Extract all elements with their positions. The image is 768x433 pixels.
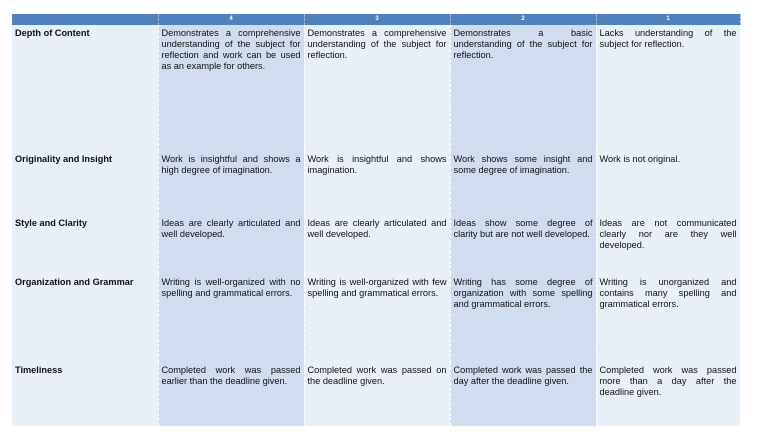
score-3-cell: Work is insightful and shows imagination. — [304, 151, 450, 215]
criterion-cell: Originality and Insight — [12, 151, 158, 215]
table-row — [12, 25, 740, 151]
score-3-cell: Ideas are clearly articulated and well developed. — [304, 215, 450, 274]
score-2-cell: Work shows some insight and some degree of imagination. — [450, 151, 596, 215]
header-row — [12, 14, 740, 25]
score-1-cell: Work is not original. — [596, 151, 740, 215]
score-3-cell: Demonstrates a comprehensive understanding of the subject for reflection. — [304, 25, 450, 151]
table-row — [12, 362, 740, 426]
table-row — [12, 274, 740, 362]
score-4-cell: Demonstrates a comprehensive understanding of the subject for reflection and work can be used as an example for others. — [158, 25, 304, 151]
score-3-cell: Writing is well-organized with few spelling and grammatical errors. — [304, 274, 450, 362]
score-4-cell: Writing is well-organized with no spelling and grammatical errors. — [158, 274, 304, 362]
score-1-cell: Ideas are not communicated clearly nor are they well developed. — [596, 215, 740, 274]
score-4-cell: Ideas are clearly articulated and well developed. — [158, 215, 304, 274]
score-2-cell: Completed work was passed the day after the deadline given. — [450, 362, 596, 426]
score-4-cell: Work is insightful and shows a high degree of imagination. — [158, 151, 304, 215]
score-3-cell: Completed work was passed on the deadline given. — [304, 362, 450, 426]
score-1-cell: Writing is unorganized and contains many spelling and grammatical errors. — [596, 274, 740, 362]
criterion-cell: Style and Clarity — [12, 215, 158, 274]
header-score-1: 1 — [596, 14, 740, 25]
criterion-cell: Depth of Content — [12, 25, 158, 151]
score-2-cell: Writing has some degree of organization with some spelling and grammatical errors. — [450, 274, 596, 362]
score-4-cell: Completed work was passed earlier than the deadline given. — [158, 362, 304, 426]
header-score-3: 3 — [304, 14, 450, 25]
score-2-cell: Demonstrates a basic understanding of the subject for reflection. — [450, 25, 596, 151]
rubric-table — [12, 14, 741, 426]
table-row — [12, 151, 740, 215]
score-1-cell: Completed work was passed more than a day after the deadline given. — [596, 362, 740, 426]
criterion-cell: Timeliness — [12, 362, 158, 426]
header-score-4: 4 — [158, 14, 304, 25]
header-criteria — [12, 14, 158, 25]
score-1-cell: Lacks understanding of the subject for reflection. — [596, 25, 740, 151]
table-row — [12, 215, 740, 274]
header-score-2: 2 — [450, 14, 596, 25]
score-2-cell: Ideas show some degree of clarity but are not well developed. — [450, 215, 596, 274]
criterion-cell: Organization and Grammar — [12, 274, 158, 362]
